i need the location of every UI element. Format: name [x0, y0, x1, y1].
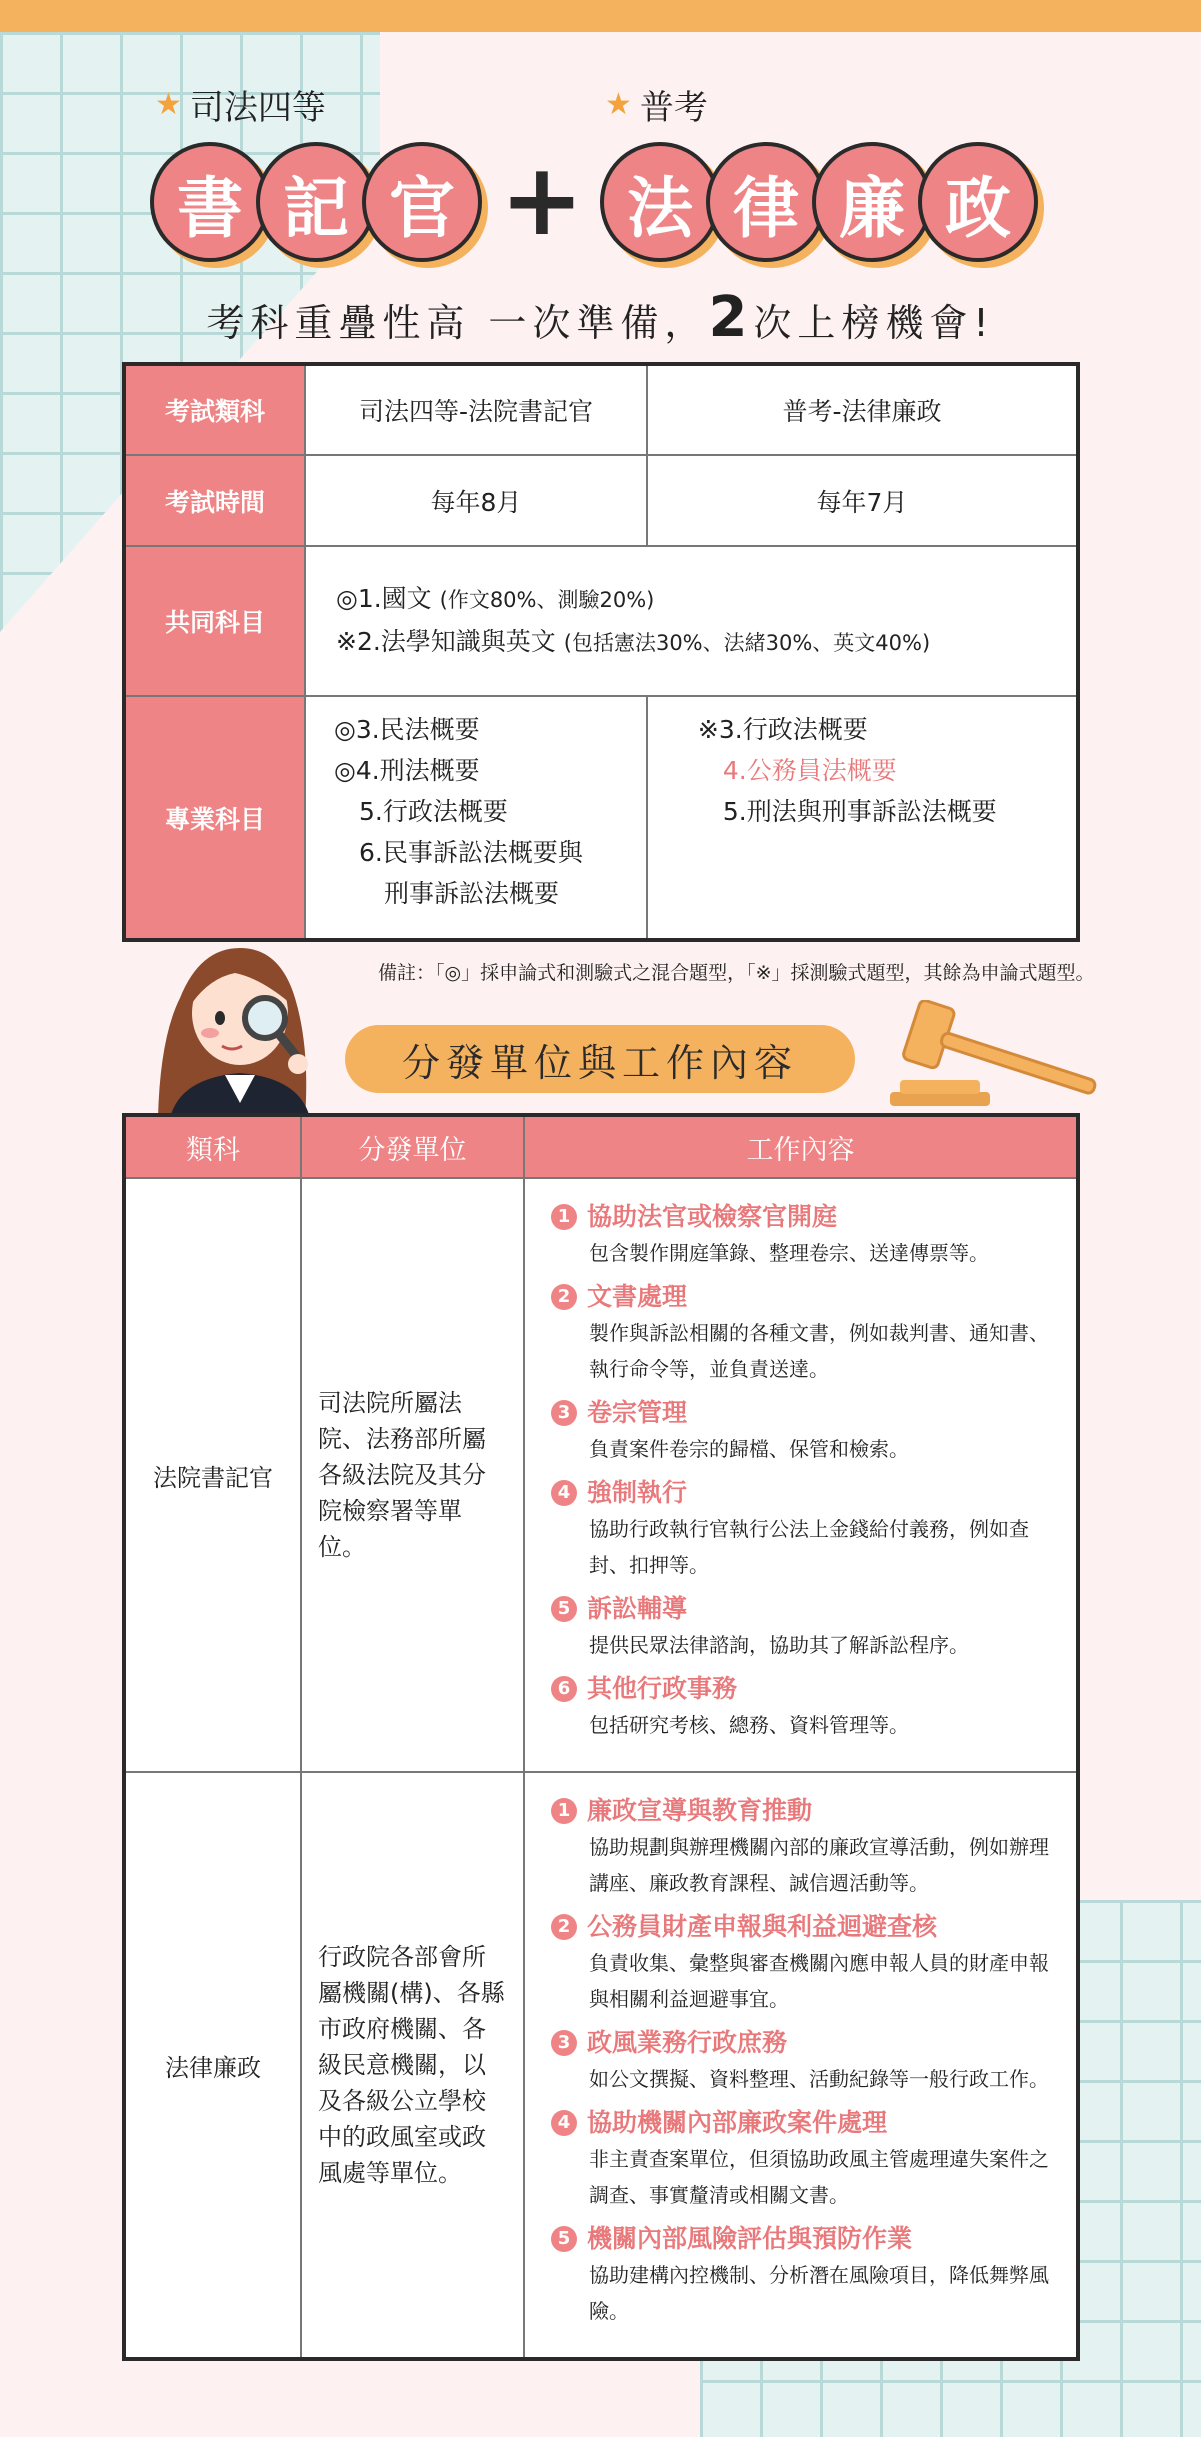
- gavel-icon: [880, 1000, 1110, 1115]
- tag-general-text: 普考: [639, 88, 708, 128]
- duty-desc: 製作與訴訟相關的各種文書，例如裁判書、通知書、執行命令等，並負責送達。: [589, 1321, 1049, 1381]
- duty-title: 協助機關內部廉政案件處理: [587, 2108, 888, 2137]
- duty-desc: 負責收集、彙整與審查機關內應申報人員的財產申報與相關利益迴避事宜。: [589, 1951, 1049, 2011]
- title-char: 律: [706, 142, 826, 262]
- duty-desc: 包括研究考核、總務、資料管理等。: [589, 1713, 909, 1737]
- duty-item: [551, 1909, 1056, 2017]
- unit-clerk: 司法院所屬法院、法務部所屬各級法院及其分院檢察署等單位。: [301, 1178, 524, 1772]
- exam-category-label: 考試類科: [124, 364, 305, 455]
- duty-title: 文書處理: [587, 1282, 688, 1311]
- duty-item: [551, 1591, 1056, 1663]
- subject-item: 刑事訴訟法概要: [334, 879, 560, 908]
- common-subjects: [305, 546, 1078, 696]
- duty-title: 公務員財產申報與利益迴避查核: [587, 1912, 938, 1941]
- duty-title: 其他行政事務: [587, 1674, 738, 1703]
- duty-item: [551, 2105, 1056, 2213]
- professional-subjects-judicial: [305, 696, 647, 940]
- star-icon: ★: [605, 87, 632, 122]
- number-badge: 3: [551, 2030, 577, 2056]
- tag-judicial: [155, 80, 326, 129]
- title-char: 廉: [812, 142, 932, 262]
- number-badge: 2: [551, 1914, 577, 1940]
- number-badge: 2: [551, 1284, 577, 1310]
- title-char: 書: [150, 142, 270, 262]
- duty-item: [551, 1279, 1056, 1387]
- duties-clerk: [524, 1178, 1078, 1772]
- table-row: [124, 1178, 1078, 1772]
- professional-subjects-general: [647, 696, 1078, 940]
- table-row: [124, 1772, 1078, 2359]
- duty-desc: 如公文撰擬、資料整理、活動紀錄等一般行政工作。: [589, 2067, 1049, 2091]
- subject-item-highlight: 4.公務員法概要: [697, 756, 897, 785]
- duty-item: [551, 1475, 1056, 1583]
- exam-time-label: 考試時間: [124, 455, 305, 546]
- number-badge: 1: [551, 1204, 577, 1230]
- subject-item: 6.民事訴訟法概要與: [334, 838, 583, 867]
- number-badge: 6: [551, 1676, 577, 1702]
- duty-item: [551, 1199, 1056, 1271]
- duty-item: [551, 2025, 1056, 2097]
- exam-col-judicial: 司法四等-法院書記官: [305, 364, 647, 455]
- number-badge: 4: [551, 2110, 577, 2136]
- subject-item: 5.行政法概要: [334, 797, 508, 826]
- number-badge: 1: [551, 1798, 577, 1824]
- plus-sign: +: [500, 141, 584, 258]
- duty-desc: 非主責查案單位，但須協助政風主管處理違失案件之調查、事實釐清或相關文書。: [589, 2147, 1049, 2207]
- duty-item: [551, 2221, 1056, 2329]
- col-category-header: 類科: [124, 1115, 301, 1178]
- title-char: 官: [362, 142, 482, 262]
- work-table: [122, 1113, 1080, 2361]
- col-duties-header: 工作內容: [524, 1115, 1078, 1178]
- duty-item: [551, 1395, 1056, 1467]
- number-badge: 4: [551, 1480, 577, 1506]
- slogan-part: 次上榜機會!: [753, 301, 995, 345]
- duty-item: [551, 1793, 1056, 1901]
- section-title: 分發單位與工作內容: [345, 1025, 855, 1093]
- duty-title: 強制執行: [587, 1478, 688, 1507]
- exam-col-general: 普考-法律廉政: [647, 364, 1078, 455]
- common-subjects-label: 共同科目: [124, 546, 305, 696]
- title-char: 記: [256, 142, 376, 262]
- category-clerk: 法院書記官: [124, 1178, 301, 1772]
- tag-general: [605, 80, 708, 129]
- number-badge: 3: [551, 1400, 577, 1426]
- subject-item: ◎3.民法概要: [334, 715, 480, 744]
- duty-desc: 提供民眾法律諮詢，協助其了解訴訟程序。: [589, 1633, 969, 1657]
- star-icon: ★: [155, 87, 182, 122]
- tag-judicial-text: 司法四等: [189, 88, 326, 128]
- subject-item: ◎4.刑法概要: [334, 756, 480, 785]
- common-subject-1-note: (作文80%、測驗20%): [439, 588, 655, 612]
- subject-item: ※3.行政法概要: [697, 715, 868, 744]
- exam-time-judicial: 每年8月: [305, 455, 647, 546]
- duty-title: 訴訟輔導: [587, 1594, 688, 1623]
- number-badge: 5: [551, 2226, 577, 2252]
- duty-title: 機關內部風險評估與預防作業: [587, 2224, 913, 2253]
- subject-item: 5.刑法與刑事訴訟法概要: [697, 797, 997, 826]
- duty-desc: 協助行政執行官執行公法上金錢給付義務，例如查封、扣押等。: [589, 1517, 1029, 1577]
- title-clerk: [150, 142, 468, 262]
- title-char: 政: [918, 142, 1038, 262]
- girl-magnifier-illustration: [140, 918, 340, 1118]
- category-integrity: 法律廉政: [124, 1772, 301, 2359]
- title-integrity: [600, 142, 1024, 262]
- duty-desc: 負責案件卷宗的歸檔、保管和檢索。: [589, 1437, 909, 1461]
- duty-title: 政風業務行政庶務: [587, 2028, 788, 2057]
- common-subject-2-note: (包括憲法30%、法緒30%、英文40%): [563, 631, 931, 655]
- number-badge: 5: [551, 1596, 577, 1622]
- title-char: 法: [600, 142, 720, 262]
- exam-note: 備註：「◎」採申論式和測驗式之混合題型，「※」採測驗式題型，其餘為申論式題型。: [378, 962, 1095, 984]
- unit-integrity: 行政院各部會所屬機關(構)、各縣市政府機關、各級民意機關，以及各級公立學校中的政風室或政風處等單位。: [301, 1772, 524, 2359]
- common-subject-2: ※2.法學知識與英文: [336, 627, 556, 656]
- slogan-number: 2: [708, 285, 754, 350]
- duty-desc: 協助建構內控機制、分析潛在風險項目，降低舞弊風險。: [589, 2263, 1049, 2323]
- duties-integrity: [524, 1772, 1078, 2359]
- common-subject-1: ◎1.國文: [336, 584, 432, 613]
- professional-subjects-label: 專業科目: [124, 696, 305, 940]
- duty-title: 廉政宣導與教育推動: [587, 1796, 813, 1825]
- exam-time-general: 每年7月: [647, 455, 1078, 546]
- top-bar: [0, 0, 1201, 32]
- col-unit-header: 分發單位: [301, 1115, 524, 1178]
- duty-title: 協助法官或檢察官開庭: [587, 1202, 838, 1231]
- slogan: [0, 285, 1201, 350]
- slogan-part: 考科重疊性高 一次準備，: [206, 301, 709, 345]
- duty-title: 卷宗管理: [587, 1398, 688, 1427]
- duty-desc: 協助規劃與辦理機關內部的廉政宣導活動，例如辦理講座、廉政教育課程、誠信週活動等。: [589, 1835, 1049, 1895]
- exam-table: [122, 362, 1080, 942]
- duty-desc: 包含製作開庭筆錄、整理卷宗、送達傳票等。: [589, 1241, 989, 1265]
- duty-item: [551, 1671, 1056, 1743]
